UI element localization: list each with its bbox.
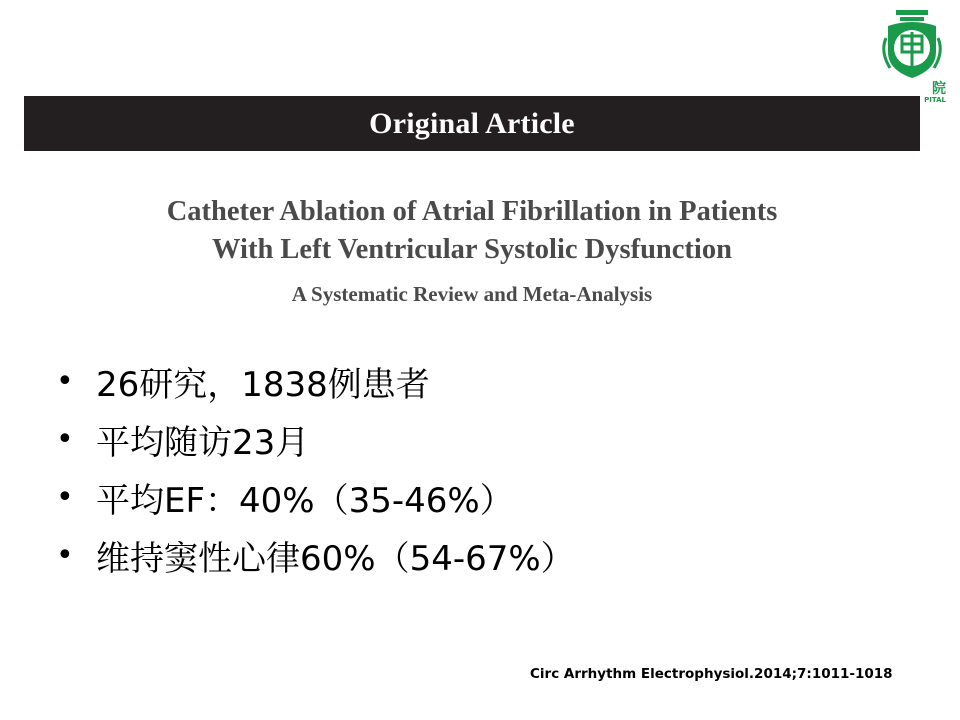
bullet-marker: • (56, 421, 74, 457)
bullet-text: 平均EF：40%（35-46%） (96, 480, 514, 521)
bullet-list (56, 352, 575, 584)
bullet-marker: • (56, 363, 74, 399)
hospital-logo (872, 8, 952, 103)
logo-text: 院 (932, 81, 946, 97)
article-title (24, 193, 920, 269)
header-label: Original Article (369, 106, 575, 140)
header-bar (24, 96, 920, 151)
logo-subtext: PITAL (924, 96, 946, 104)
list-item (56, 468, 575, 526)
bullet-marker: • (56, 537, 74, 573)
list-item (56, 526, 575, 584)
bullet-marker: • (56, 479, 74, 515)
article-subtitle: A Systematic Review and Meta-Analysis (291, 282, 653, 306)
bullet-text: 平均随访23月 (96, 422, 310, 463)
article-title-line2: With Left Ventricular Systolic Dysfunction (212, 234, 732, 265)
bullet-text: 26研究，1838例患者 (96, 364, 430, 405)
article-title-line1: Catheter Ablation of Atrial Fibrillation in Patients (166, 196, 778, 227)
list-item (56, 352, 575, 410)
citation: Circ Arrhythm Electrophysiol.2014;7:1011-1018 (530, 666, 893, 682)
hospital-emblem-icon (878, 8, 946, 80)
list-item (56, 410, 575, 468)
bullet-text: 维持窦性心律60%（54-67%） (96, 538, 575, 579)
